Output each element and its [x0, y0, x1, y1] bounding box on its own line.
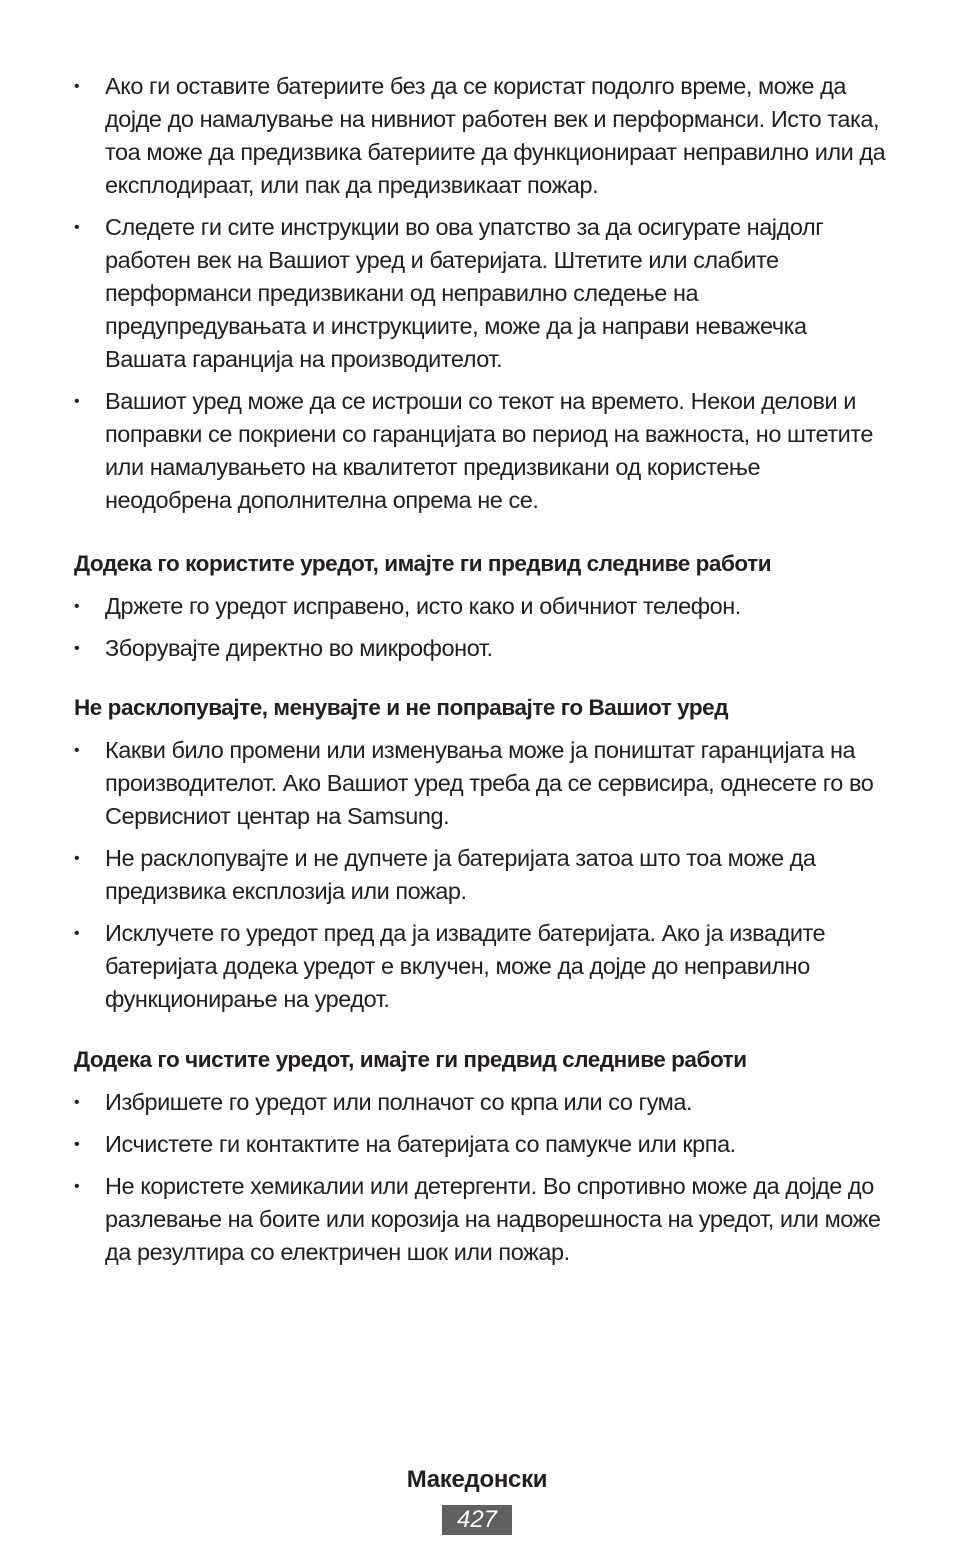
- list-item: [74, 590, 886, 623]
- list-item: [74, 1128, 886, 1161]
- section-heading-cleaning: Додека го чистите уредот, имајте ги предвид следниве работи: [74, 1047, 747, 1072]
- list-item-text: Избришете го уредот или полначот со крпа или со гума.: [105, 1089, 693, 1115]
- bullet-icon: •: [74, 78, 80, 95]
- list-item-text: Следете ги сите инструкции во ова упатство за да осигурате најдолг работен век на Вашиот уред и батеријата. Штетите или слабите перформанси предизвикани од неправилно следење на предупредувањата и инструкциите, може да ја направи неважечка Вашата гаранција на производителот.: [105, 214, 824, 372]
- list-item-text: Зборувајте директно во микрофонот.: [105, 635, 493, 661]
- section-heading-disassembly: Не расклопувајте, менувајте и не поправајте го Вашиот уред: [74, 695, 729, 720]
- list-item: [74, 1170, 886, 1269]
- list-item: [74, 1086, 886, 1119]
- bullet-icon: •: [74, 1136, 80, 1153]
- bullet-icon: •: [74, 219, 80, 236]
- list-item-text: Какви било промени или изменувања може ја поништат гаранцијата на производителот. Ако Вашиот уред треба да се сервисира, однесете го во Сервисниот центар на Samsung.: [105, 737, 874, 829]
- list-item-text: Исчистете ги контактите на батеријата со памукче или крпа.: [105, 1131, 736, 1157]
- disassembly-bullet-list: [74, 734, 886, 1016]
- page-number-badge: 427: [442, 1505, 512, 1535]
- list-item: [74, 632, 886, 665]
- list-item-text: Вашиот уред може да се истроши со текот на времето. Некои делови и поправки се покриени со гаранцијата во период на важноста, но штетите или намалувањето на квалитетот предизвикани од користење неодобрена дополнителна опрема не се.: [105, 388, 873, 513]
- bullet-icon: •: [74, 1178, 80, 1195]
- bullet-icon: •: [74, 925, 80, 942]
- footer-language-label: Македонски: [406, 1466, 548, 1493]
- usage-bullet-list: [74, 590, 886, 665]
- page-content: [74, 70, 886, 1278]
- list-item-text: Ако ги оставите батериите без да се користат подолго време, може да дојде до намалување на нивниот работен век и перформанси. Исто така, тоа може да предизвика батериите да функционираат неправилно или да експлодираат, или пак да предизвикаат пожар.: [105, 73, 886, 198]
- bullet-icon: •: [74, 393, 80, 410]
- bullet-icon: •: [74, 1094, 80, 1111]
- section-heading-usage: Додека го користите уредот, имајте ги предвид следниве работи: [74, 551, 772, 576]
- bullet-icon: •: [74, 598, 80, 615]
- list-item-text: Држете го уредот исправено, исто како и обичниот телефон.: [105, 593, 741, 619]
- list-item-text: Не расклопувајте и не дупчете ја батеријата затоа што тоа може да предизвика експлозија или пожар.: [105, 845, 816, 904]
- bullet-icon: •: [74, 640, 80, 657]
- list-item: [74, 70, 886, 202]
- list-item: [74, 385, 886, 517]
- cleaning-bullet-list: [74, 1086, 886, 1269]
- bullet-icon: •: [74, 850, 80, 867]
- list-item: [74, 842, 886, 908]
- intro-bullet-list: [74, 70, 886, 517]
- list-item: [74, 211, 886, 376]
- list-item-text: Не користете хемикалии или детергенти. Во спротивно може да дојде до разлевање на боите или корозија на надворешноста на уредот, или може да резултира со електричен шок или пожар.: [105, 1173, 881, 1265]
- list-item: [74, 734, 886, 833]
- list-item-text: Исклучете го уредот пред да ја извадите батеријата. Ако ја извадите батеријата додека уредот е вклучен, може да дојде до неправилно функционирање на уредот.: [105, 920, 826, 1012]
- list-item: [74, 917, 886, 1016]
- bullet-icon: •: [74, 742, 80, 759]
